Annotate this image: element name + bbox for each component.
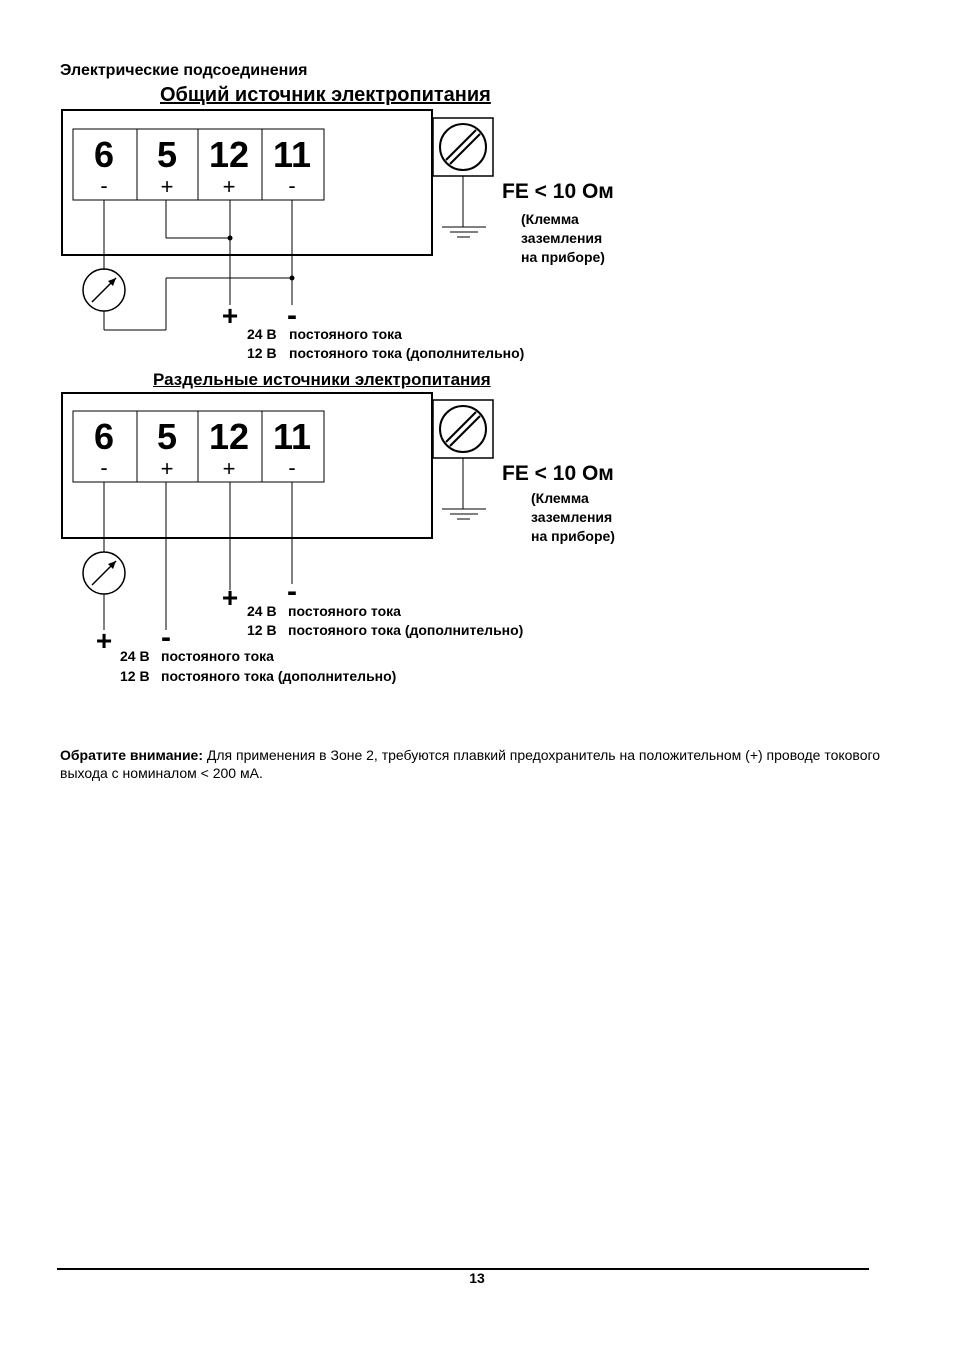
diagram1-terminal-11: 11 [272,134,312,175]
diagram1-title: Общий источник электропитания [160,84,491,106]
diagram2-terminal-5-sign: + [160,456,174,481]
page-number: 13 [469,1270,485,1286]
diagram2-title: Раздельные источники электропитания [153,370,491,389]
diagram1-terminal-12: 12 [208,134,250,175]
diagram1-wires [104,200,292,330]
diagram2-supply-b-minus: - [161,621,171,654]
diagram2-supply-b-voltage-1: 24 В [120,648,150,664]
attention-note-text: Для применения в Зоне 2, требуются плавкий предохранитель на положительном (+) проводе токового выхода с номиналом < 200 мА. [60,747,881,781]
diagram2-ground-note-2: заземления [531,509,613,525]
diagram1-ground-note-2: заземления [521,230,603,246]
diagram1-terminal-5: 5 [156,134,178,175]
diagram2-ground-terminal [433,400,493,519]
section-title: Электрические подсоединения [60,62,308,79]
diagram1-ground-terminal [433,118,493,237]
diagram1-supply-text-2: постояного тока (дополнительно) [289,345,525,361]
diagram1-terminal-12-sign: + [222,174,236,199]
diagram2-instrument-box [62,393,432,538]
diagram1-instrument-box [62,110,432,255]
diagram1-supply-minus: - [287,299,297,332]
diagram1-supply-voltage-1: 24 В [247,326,277,342]
diagram2-supply-a-text-2: постояного тока (дополнительно) [288,622,524,638]
diagram2-supply-a-voltage-2: 12 В [247,622,277,638]
diagram2-terminal-12-sign: + [222,456,236,481]
diagram1-meter-icon [83,269,125,311]
diagram2-terminal-6-sign: - [100,455,108,480]
diagram1-supply-plus: + [221,300,239,331]
diagram1-terminal-5-sign: + [160,174,174,199]
diagram1-supply-text-1: постояного тока [289,326,402,342]
diagram2-terminal-6: 6 [93,416,115,457]
diagram2-supply-b-text-1: постояного тока [161,648,274,664]
diagram2-fe-label: FE < 10 Ом [502,462,614,485]
diagram2-terminal-12: 12 [208,416,250,457]
diagram2-meter-icon [83,552,125,594]
attention-note-label: Обратите внимание: [60,747,204,763]
diagram1-fe-label: FE < 10 Ом [502,180,614,203]
diagram2-terminal-11-sign: - [288,455,296,480]
diagram1-ground-note-3: на приборе) [521,249,605,265]
diagram2-supply-a-text-1: постояного тока [288,603,401,619]
diagram2-supply-a-plus: + [221,582,239,613]
diagram2-terminal-11: 11 [272,416,312,457]
diagram1-terminal-11-sign: - [288,173,296,198]
attention-note [60,746,890,782]
diagram2-terminal-5: 5 [156,416,178,457]
diagram2-supply-b-text-2: постояного тока (дополнительно) [161,668,397,684]
diagram2-supply-a-voltage-1: 24 В [247,603,277,619]
diagram1-terminal-6-sign: - [100,173,108,198]
diagram1-supply-voltage-2: 12 В [247,345,277,361]
diagram2-supply-a-minus: - [287,575,297,608]
diagram1-ground-note-1: (Клемма [521,211,579,227]
diagram2-ground-note-1: (Клемма [531,490,589,506]
diagram2-ground-note-3: на приборе) [531,528,615,544]
diagram1-terminal-6: 6 [93,134,115,175]
diagram2-supply-b-voltage-2: 12 В [120,668,150,684]
diagram2-supply-b-plus: + [95,625,113,656]
